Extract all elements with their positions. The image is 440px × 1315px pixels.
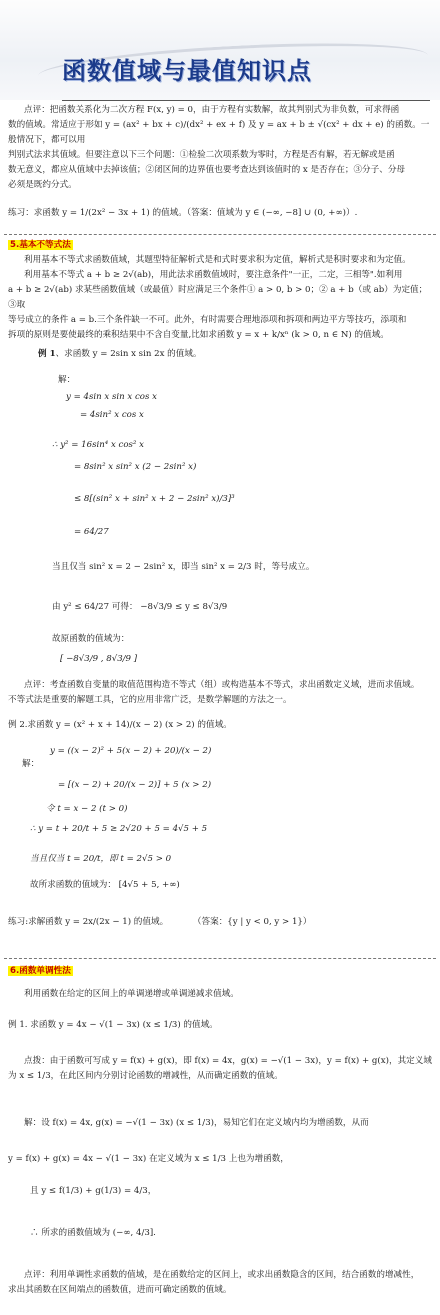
section-5-line: 拆项的原则是要使最终的乘积结果中不含自变量,比如求函数 y = x + k/xⁿ (k > 0, n ∈ N) 的值域。 bbox=[8, 330, 389, 341]
derivation-line: = 64/27 bbox=[74, 527, 109, 537]
comment-line: 求出其函数在区间端点的函数值，进而可确定函数的值域。 bbox=[8, 1285, 232, 1296]
intro-line: 判别式法求其值域。但要注意以下三个问题：①检验二次项系数为零时，方程是否有解，若无解或是函 bbox=[8, 150, 395, 161]
section-6-line: 利用函数在给定的区间上的单调递增或单调递减求值域。 bbox=[24, 989, 239, 1000]
comment-5 bbox=[8, 678, 432, 708]
section-6-solution-line: y = f(x) + g(x) = 4x − √(1 − 3x) 在定义域为 x ≤ 1/3 上也为增函数， bbox=[8, 1154, 289, 1164]
section-5-line: 利用基本不等式 a + b ≥ 2√(ab)，用此法求函数值域时，要注意条件"一正，二定，三相等".如利用 bbox=[24, 270, 403, 281]
solution-label: 解： bbox=[22, 759, 40, 769]
page-title: 函数值域与最值知识点 bbox=[62, 57, 312, 85]
title-banner bbox=[0, 0, 440, 100]
section-5-line: 等号成立的条件 a = b.三个条件缺一不可。此外，有时需要合理地添项和拆项和两边平方等技巧，添项和 bbox=[8, 315, 407, 326]
derivation-line: 令 t = x − 2 (t > 0) bbox=[46, 804, 128, 814]
example-1-text: 、求函数 y = 2sin x sin 2x 的值域。 bbox=[55, 349, 202, 359]
derivation-line: ∴ y = t + 20/t + 5 ≥ 2√20 + 5 = 4√5 + 5 bbox=[30, 824, 208, 834]
range-derivation: 由 y² ≤ 64/27 可得： −8√3/9 ≤ y ≤ 8√3/9 bbox=[52, 602, 228, 612]
comment-line: 点评：考查函数自变量的取值范围构造不等式（组）或构造基本不等式，求出函数定义域，进而求值域。 bbox=[24, 680, 420, 690]
section-6-solution-line: 解：设 f(x) = 4x, g(x) = −√(1 − 3x) (x ≤ 1/3)，易知它们在定义域内均为增函数，从而 bbox=[24, 1118, 369, 1128]
example-1-label: 例 1 bbox=[38, 349, 56, 359]
section-5-heading: 5.基本不等式法 bbox=[10, 240, 71, 250]
intro-paragraph bbox=[8, 103, 432, 193]
section-divider bbox=[4, 234, 436, 235]
intro-line: 数的值域。常适应于形如 y = (ax² + bx + c)/(dx² + ex + f) 及 y = ax + b ± √(cx² + dx + e) 的函数。一般情况下，都可以用 bbox=[8, 120, 430, 146]
section-6-solution-line: ∴ 所求的函数值域为 (−∞, 4/3]. bbox=[30, 1228, 156, 1238]
range-conclusion: 故所求函数的值域为： [4√5 + 5, +∞) bbox=[30, 880, 180, 890]
section-6-solution-line: 且 y ≤ f(1/3) + g(1/3) = 4/3， bbox=[30, 1186, 157, 1196]
section-6-example: 例 1. 求函数 y = 4x − √(1 − 3x) (x ≤ 1/3) 的值域。 bbox=[8, 1020, 218, 1030]
equality-condition: 当且仅当 sin² x = 2 − 2sin² x，即当 sin² x = 2/3 时，等号成立。 bbox=[52, 562, 315, 572]
solution-label: 解： bbox=[58, 375, 76, 385]
practice-2-answer: （答案：{y | y < 0, y > 1}） bbox=[192, 917, 312, 927]
practice-2 bbox=[8, 915, 432, 930]
derivation-line: = [(x − 2) + 20/(x − 2)] + 5 (x > 2) bbox=[58, 780, 212, 790]
derivation-line: = 8sin² x sin² x (2 − 2sin² x) bbox=[74, 462, 197, 472]
intro-line: 必须是既约分式。 bbox=[8, 180, 77, 191]
hint-line: 点拨：由于函数可写成 y = f(x) + g(x)，即 f(x) = 4x，g(x) = −√(1 − 3x)，y = f(x) + g(x)，其定义域 bbox=[24, 1056, 432, 1066]
section-5-line: 利用基本不等式求函数值域，其题型特征解析式是和式时要求积为定值，解析式是积时要求和为定值。 bbox=[24, 255, 411, 266]
derivation-line: ≤ 8[(sin² x + sin² x + 2 − 2sin² x)/3]³ bbox=[74, 494, 235, 504]
section-divider bbox=[4, 958, 436, 959]
example-2-prompt: 例 2.求函数 y = (x² + x + 14)/(x − 2) (x > 2) 的值域。 bbox=[8, 720, 232, 730]
comment-6 bbox=[8, 1268, 432, 1298]
section-6 bbox=[8, 964, 432, 1002]
title-underline bbox=[62, 100, 430, 101]
derivation-line: 当且仅当 t = 20/t，即 t = 2√5 > 0 bbox=[30, 854, 172, 864]
example-1-prompt bbox=[38, 347, 440, 362]
section-6-heading: 6.函数单调性法 bbox=[10, 966, 71, 976]
section-5 bbox=[8, 238, 432, 343]
intro-line: 数无意义，都应从值域中去掉该值；②闭区间的边界值也要考查达到该值时的 x 是否存在；③分子、分母 bbox=[8, 165, 406, 176]
intro-line: 点评：把函数关系化为二次方程 F(x, y) = 0，由于方程有实数解，故其判别式为非负数，可求得函 bbox=[24, 105, 400, 115]
derivation-line: y = 4sin x sin x cos x bbox=[66, 392, 157, 402]
range-conclusion-value: [ −8√3/9 , 8√3/9 ] bbox=[60, 654, 138, 664]
section-5-line: a + b ≥ 2√(ab) 求某些函数值域（或最值）时应满足三个条件① a > 0, b > 0；② a + b（或 ab）为定值；③取 bbox=[8, 285, 428, 311]
comment-line: 点评：利用单调性求函数的值域，是在函数给定的区间上，或求出函数隐含的区间，结合函数的增减性， bbox=[24, 1270, 420, 1280]
derivation-line: y = ((x − 2)² + 5(x − 2) + 20)/(x − 2) bbox=[50, 746, 212, 756]
practice-2-question: 练习:求解函数 y = 2x/(2x − 1) 的值域。 bbox=[8, 917, 169, 927]
hint-line: 为 x ≤ 1/3，在此区间内分别讨论函数的增减性，从而确定函数的值域。 bbox=[8, 1071, 283, 1082]
comment-line: 不等式法是重要的解题工具，它的应用非常广泛，是数学解题的方法之一。 bbox=[8, 695, 292, 706]
range-conclusion-label: 故原函数的值域为： bbox=[52, 634, 130, 644]
derivation-line: = 4sin² x cos x bbox=[80, 410, 144, 420]
derivation-line: ∴ y² = 16sin⁴ x cos² x bbox=[52, 440, 144, 450]
section-6-hint bbox=[8, 1054, 432, 1084]
practice-1: 练习：求函数 y = 1/(2x² − 3x + 1) 的值域。（答案：值域为 y ∈ (−∞, −8] ∪ (0, +∞)）. bbox=[8, 208, 358, 218]
